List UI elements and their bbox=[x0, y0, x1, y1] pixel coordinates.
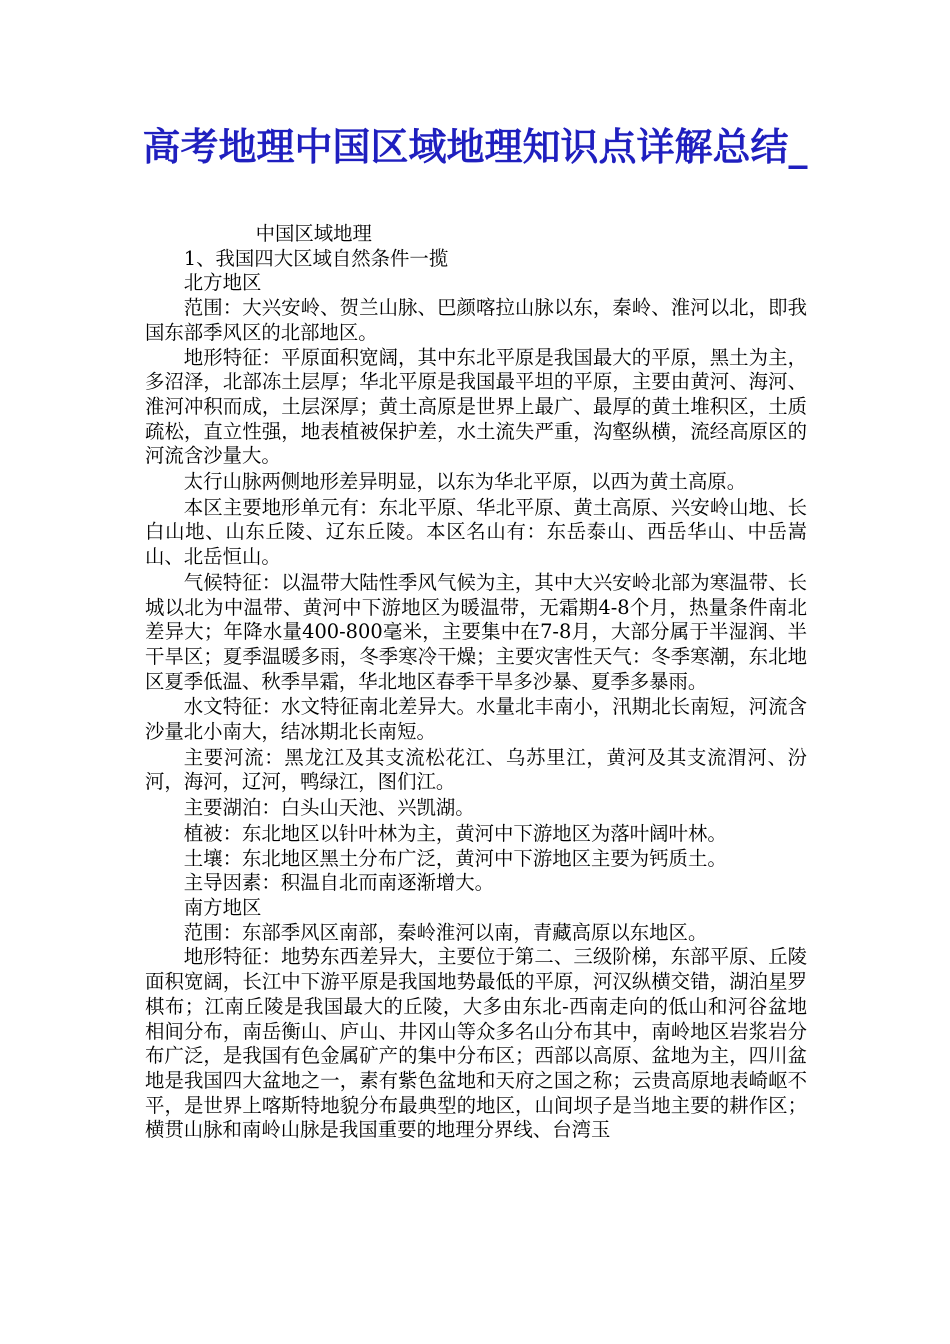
paragraph-north-soil: 土壤：东北地区黑土分布广泛，黄河中下游地区主要为钙质土。 bbox=[183, 846, 727, 870]
subsection-heading: 1、我国四大区域自然条件一揽 bbox=[183, 246, 449, 270]
paragraph-south-terrain: 地形特征：地势东西差异大，主要位于第二、三级阶梯，东部平原、丘陵面积宽阔，长江中下游平原是我国地势最低的平原，河汉纵横交错，湖泊星罗棋布；江南丘陵是我国最大的丘陵，大多由东北-西南走向的低山和河谷盆地相间分布，南岳衡山、庐山、井冈山等众多名山分布其中，南岭地区岩浆岩分布广泛，是我国有色金属矿产的集中分布区；西部以高原、盆地为主，四川盆地是我国四大盆地之一，素有紫色盆地和天府之国之称；云贵高原地表崎岖不平，是世界上喀斯特地貌分布最典型的地区，山间坝子是当地主要的耕作区；横贯山脉和南岭山脉是我国重要的地理分界线、台湾玉 bbox=[145, 945, 807, 1142]
paragraph-north-rivers: 主要河流：黑龙江及其支流松花江、乌苏里江，黄河及其支流渭河、汾河，海河，辽河，鸭绿江，图们江。 bbox=[145, 745, 807, 794]
paragraph-north-climate: 气候特征：以温带大陆性季风气候为主，其中大兴安岭北部为寒温带、长城以北为中温带、黄河中下游地区为暖温带，无霜期4-8个月，热量条件南北差异大；年降水量400-800毫米，主要集中在7-8月，大部分属于半湿润、半干旱区；夏季温暖多雨，冬季寒冷干燥；主要灾害性天气：冬季寒潮，东北地区夏季低温、秋季旱霜，华北地区春季干旱多沙暴、夏季多暴雨。 bbox=[145, 570, 807, 693]
paragraph-south-scope: 范围：东部季风区南部，秦岭淮河以南，青藏高原以东地区。 bbox=[183, 920, 708, 944]
paragraph-north-lakes: 主要湖泊：白头山天池、兴凯湖。 bbox=[183, 796, 475, 820]
paragraph-north-factor: 主导因素：积温自北而南逐渐增大。 bbox=[183, 871, 495, 895]
document-body bbox=[145, 222, 807, 1143]
paragraph-north-landforms: 本区主要地形单元有：东北平原、华北平原、黄土高原、兴安岭山地、长白山地、山东丘陵、辽东丘陵。本区名山有：东岳泰山、西岳华山、中岳嵩山、北岳恒山。 bbox=[145, 495, 807, 569]
paragraph-north-terrain: 地形特征：平原面积宽阔，其中东北平原是我国最大的平原，黑土为主，多沼泽，北部冻土层厚；华北平原是我国最平坦的平原，主要由黄河、海河、淮河冲积而成，土层深厚；黄土高原是世界上最广、最厚的黄土堆积区，土质疏松，直立性强，地表植被保护差，水土流失严重，沟壑纵横，流经高原区的河流含沙量大。 bbox=[145, 345, 807, 468]
region-heading-north: 北方地区 bbox=[183, 271, 262, 295]
document-title: 高考地理中国区域地理知识点详解总结_ bbox=[142, 125, 808, 169]
region-heading-south: 南方地区 bbox=[183, 895, 262, 919]
section-heading: 中国区域地理 bbox=[255, 222, 372, 245]
paragraph-north-scope: 范围：大兴安岭、贺兰山脉、巴颜喀拉山脉以东，秦岭、淮河以北，即我国东部季风区的北部地区。 bbox=[145, 296, 807, 344]
paragraph-north-hydrology: 水文特征：水文特征南北差异大。水量北丰南小，汛期北长南短，河流含沙量北小南大，结冰期北长南短。 bbox=[145, 695, 807, 744]
paragraph-north-vegetation: 植被：东北地区以针叶林为主，黄河中下游地区为落叶阔叶林。 bbox=[183, 821, 727, 845]
paragraph-taihang: 太行山脉两侧地形差异明显，以东为华北平原，以西为黄土高原。 bbox=[183, 470, 747, 494]
